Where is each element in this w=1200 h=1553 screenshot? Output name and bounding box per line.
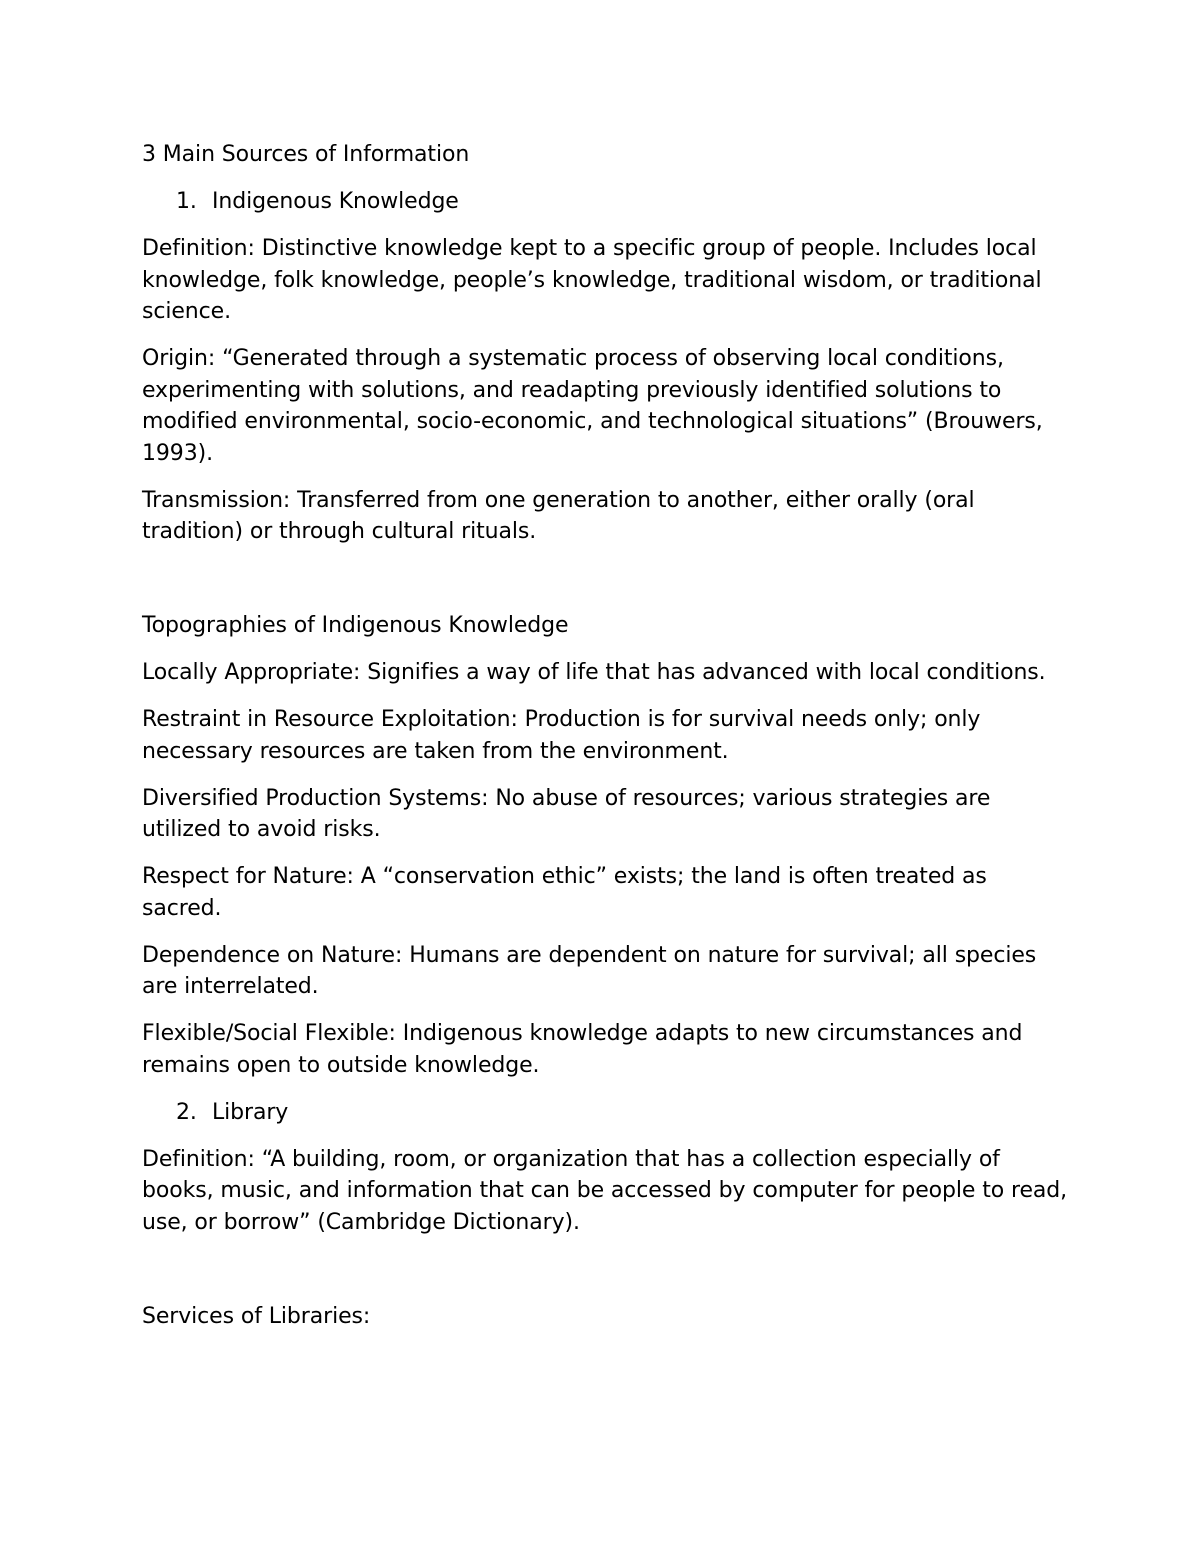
transmission-paragraph: Transmission: Transferred from one generation to another, either orally (oral tradition) or through cultural rituals. (142, 487, 975, 544)
topography-item: Dependence on Nature: Humans are dependent on nature for survival; all species are interrelated. (142, 942, 1037, 999)
topographies-heading: Topographies of Indigenous Knowledge (142, 613, 569, 638)
blank-line (142, 563, 1072, 595)
topography-item: Restraint in Resource Exploitation: Production is for survival needs only; only necessary resources are taken from the environment. (142, 707, 981, 764)
library-definition-paragraph: Definition: “A building, room, or organization that has a collection especially of books, music, and information that can be accessed by computer for people to read, use, or borrow” (Cambridge Dictionary). (142, 1146, 1068, 1235)
services-heading: Services of Libraries: (142, 1303, 371, 1329)
topography-item: Respect for Nature: A “conservation ethic” exists; the land is often treated as sacred. (142, 864, 987, 921)
list-number: 2. (176, 1099, 197, 1125)
section-heading: Indigenous Knowledge (212, 189, 459, 214)
section-heading: Library (212, 1099, 289, 1125)
topography-item: Diversified Production Systems: No abuse of resources; various strategies are utilized to avoid risks. (142, 785, 991, 842)
topography-item: Locally Appropriate: Signifies a way of life that has advanced with local conditions. (142, 660, 1046, 685)
topography-item: Flexible/Social Flexible: Indigenous knowledge adapts to new circumstances and remains open to outside knowledge. (142, 1021, 1023, 1078)
document-body (142, 139, 1072, 1348)
document-title: 3 Main Sources of Information (142, 142, 470, 167)
origin-paragraph: Origin: “Generated through a systematic process of observing local conditions, experimenting with solutions, and readapting previously identified solutions to modified environmental, socio-economic, and technological situations” (Brouwers, 1993). (142, 346, 1043, 466)
list-item-library (142, 1097, 1072, 1129)
list-number: 1. (176, 189, 197, 214)
definition-paragraph: Definition: Distinctive knowledge kept to a specific group of people. Includes local knowledge, folk knowledge, people’s knowledge, traditional wisdom, or traditional science. (142, 236, 1042, 324)
list-item-indigenous-knowledge (142, 186, 1072, 218)
blank-line (142, 1254, 1072, 1286)
